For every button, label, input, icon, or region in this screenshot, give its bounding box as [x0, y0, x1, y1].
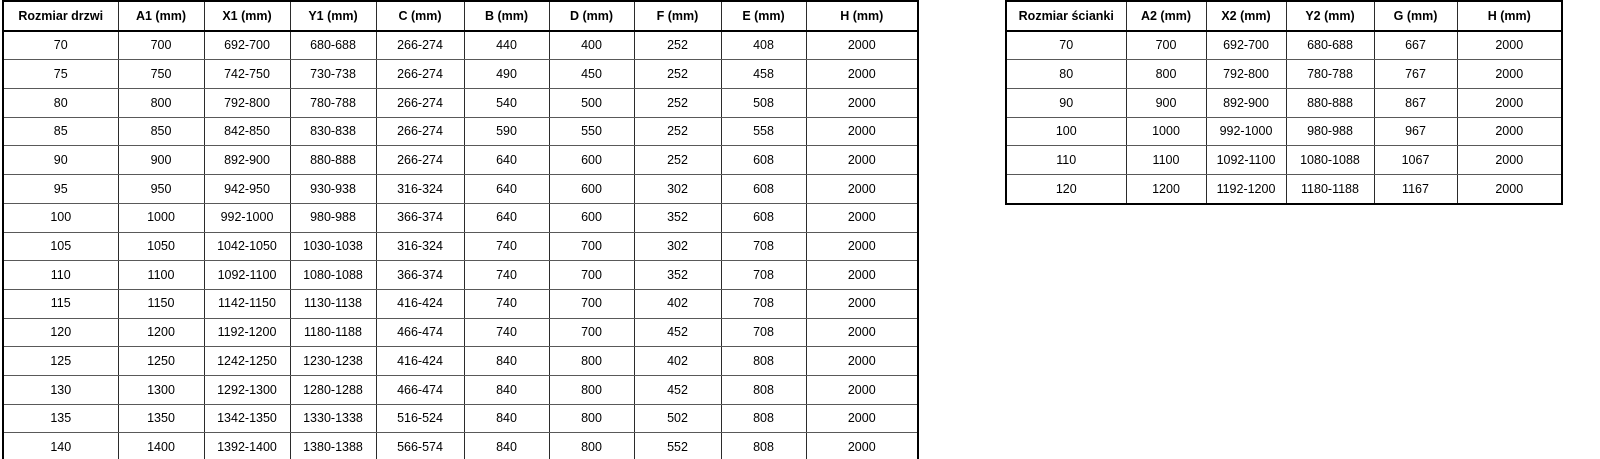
- table-cell: 1350: [118, 404, 204, 433]
- table-cell: 1042-1050: [204, 232, 290, 261]
- table-cell: 800: [1126, 60, 1206, 89]
- table-cell: 840: [464, 433, 549, 459]
- table-cell: 1050: [118, 232, 204, 261]
- table-cell: 2000: [806, 117, 918, 146]
- table-row: [1006, 89, 1562, 118]
- column-header: H (mm): [1457, 1, 1562, 31]
- table-cell: 90: [1006, 89, 1126, 118]
- table-cell: 440: [464, 31, 549, 60]
- table-row: [3, 89, 918, 118]
- table-cell: 980-988: [290, 203, 376, 232]
- table-cell: 942-950: [204, 175, 290, 204]
- table-cell: 930-938: [290, 175, 376, 204]
- table-cell: 366-374: [376, 261, 464, 290]
- table-cell: 1230-1238: [290, 347, 376, 376]
- column-header: Y1 (mm): [290, 1, 376, 31]
- table-cell: 2000: [1457, 31, 1562, 60]
- table-cell: 900: [1126, 89, 1206, 118]
- table-cell: 1130-1138: [290, 289, 376, 318]
- table-cell: 708: [721, 318, 806, 347]
- table-cell: 130: [3, 375, 118, 404]
- table-row: [3, 261, 918, 290]
- table-row: [3, 347, 918, 376]
- table-cell: 600: [549, 175, 634, 204]
- table-cell: 2000: [806, 31, 918, 60]
- table-cell: 452: [634, 318, 721, 347]
- table-row: [1006, 146, 1562, 175]
- table-cell: 402: [634, 289, 721, 318]
- table-row: [1006, 60, 1562, 89]
- table-cell: 416-424: [376, 289, 464, 318]
- table-cell: 742-750: [204, 60, 290, 89]
- table-cell: 120: [3, 318, 118, 347]
- table-cell: 100: [1006, 117, 1126, 146]
- table-row: [3, 318, 918, 347]
- table-cell: 1100: [1126, 146, 1206, 175]
- table-cell: 352: [634, 203, 721, 232]
- table-cell: 552: [634, 433, 721, 459]
- table-cell: 830-838: [290, 117, 376, 146]
- table-cell: 992-1000: [1206, 117, 1286, 146]
- table-cell: 740: [464, 261, 549, 290]
- table-cell: 1380-1388: [290, 433, 376, 459]
- table-cell: 667: [1374, 31, 1457, 60]
- table-cell: 700: [549, 232, 634, 261]
- table-cell: 95: [3, 175, 118, 204]
- table-cell: 1342-1350: [204, 404, 290, 433]
- header-row: [1006, 1, 1562, 31]
- table-cell: 316-324: [376, 175, 464, 204]
- table-cell: 1292-1300: [204, 375, 290, 404]
- column-header: Y2 (mm): [1286, 1, 1374, 31]
- table-cell: 302: [634, 175, 721, 204]
- table-cell: 466-474: [376, 375, 464, 404]
- table-cell: 800: [549, 433, 634, 459]
- table-cell: 2000: [806, 261, 918, 290]
- table-cell: 70: [3, 31, 118, 60]
- table-cell: 135: [3, 404, 118, 433]
- table-cell: 2000: [806, 318, 918, 347]
- table-cell: 302: [634, 232, 721, 261]
- table-row: [3, 146, 918, 175]
- table-cell: 780-788: [1286, 60, 1374, 89]
- table-row: [3, 289, 918, 318]
- table-cell: 140: [3, 433, 118, 459]
- table-cell: 110: [1006, 146, 1126, 175]
- table-cell: 85: [3, 117, 118, 146]
- table-cell: 252: [634, 146, 721, 175]
- table-row: [1006, 175, 1562, 204]
- table-cell: 80: [1006, 60, 1126, 89]
- table-cell: 266-274: [376, 60, 464, 89]
- column-header: C (mm): [376, 1, 464, 31]
- table-cell: 590: [464, 117, 549, 146]
- table-row: [3, 375, 918, 404]
- table-cell: 266-274: [376, 31, 464, 60]
- column-header: X2 (mm): [1206, 1, 1286, 31]
- table-row: [3, 60, 918, 89]
- table-cell: 1080-1088: [1286, 146, 1374, 175]
- table-cell: 402: [634, 347, 721, 376]
- table-cell: 120: [1006, 175, 1126, 204]
- table-cell: 808: [721, 433, 806, 459]
- table-cell: 780-788: [290, 89, 376, 118]
- table-row: [1006, 117, 1562, 146]
- table-cell: 2000: [806, 203, 918, 232]
- table-cell: 1000: [1126, 117, 1206, 146]
- table-cell: 992-1000: [204, 203, 290, 232]
- table-cell: 2000: [1457, 175, 1562, 204]
- table-cell: 608: [721, 203, 806, 232]
- table-row: [3, 433, 918, 459]
- table-cell: 892-900: [204, 146, 290, 175]
- table-cell: 2000: [806, 347, 918, 376]
- table-cell: 880-888: [1286, 89, 1374, 118]
- table-cell: 500: [549, 89, 634, 118]
- table-cell: 808: [721, 404, 806, 433]
- table-cell: 266-274: [376, 89, 464, 118]
- table-cell: 558: [721, 117, 806, 146]
- table-cell: 1000: [118, 203, 204, 232]
- table-cell: 408: [721, 31, 806, 60]
- table-cell: 1080-1088: [290, 261, 376, 290]
- table-cell: 767: [1374, 60, 1457, 89]
- table-row: [3, 232, 918, 261]
- table-cell: 1142-1150: [204, 289, 290, 318]
- table-cell: 840: [464, 404, 549, 433]
- table-cell: 740: [464, 289, 549, 318]
- table-cell: 692-700: [1206, 31, 1286, 60]
- table-cell: 1067: [1374, 146, 1457, 175]
- table-cell: 840: [464, 347, 549, 376]
- table-cell: 1250: [118, 347, 204, 376]
- column-header: H (mm): [806, 1, 918, 31]
- table-cell: 1180-1188: [290, 318, 376, 347]
- table-cell: 252: [634, 89, 721, 118]
- table-cell: 842-850: [204, 117, 290, 146]
- table-cell: 700: [549, 261, 634, 290]
- table-cell: 867: [1374, 89, 1457, 118]
- column-header: Rozmiar drzwi: [3, 1, 118, 31]
- table-cell: 2000: [806, 89, 918, 118]
- table-cell: 2000: [806, 232, 918, 261]
- table-cell: 900: [118, 146, 204, 175]
- table-cell: 1150: [118, 289, 204, 318]
- table-cell: 730-738: [290, 60, 376, 89]
- table-cell: 540: [464, 89, 549, 118]
- table-cell: 1200: [1126, 175, 1206, 204]
- table-cell: 2000: [806, 60, 918, 89]
- table-cell: 316-324: [376, 232, 464, 261]
- table-cell: 1030-1038: [290, 232, 376, 261]
- table-row: [3, 31, 918, 60]
- table-cell: 1300: [118, 375, 204, 404]
- table-cell: 2000: [1457, 146, 1562, 175]
- table-cell: 2000: [1457, 89, 1562, 118]
- table-row: [3, 404, 918, 433]
- table-cell: 708: [721, 261, 806, 290]
- table-cell: 792-800: [1206, 60, 1286, 89]
- table-cell: 1192-1200: [204, 318, 290, 347]
- table-cell: 680-688: [290, 31, 376, 60]
- table-cell: 2000: [806, 375, 918, 404]
- table-cell: 980-988: [1286, 117, 1374, 146]
- table-cell: 90: [3, 146, 118, 175]
- column-header: F (mm): [634, 1, 721, 31]
- table-cell: 1100: [118, 261, 204, 290]
- table-cell: 640: [464, 146, 549, 175]
- table-cell: 600: [549, 146, 634, 175]
- table-cell: 892-900: [1206, 89, 1286, 118]
- table-cell: 416-424: [376, 347, 464, 376]
- column-header: G (mm): [1374, 1, 1457, 31]
- table-cell: 516-524: [376, 404, 464, 433]
- table-cell: 1200: [118, 318, 204, 347]
- table-row: [1006, 31, 1562, 60]
- table-cell: 808: [721, 375, 806, 404]
- table-cell: 1280-1288: [290, 375, 376, 404]
- table-cell: 640: [464, 175, 549, 204]
- table-cell: 110: [3, 261, 118, 290]
- column-header: B (mm): [464, 1, 549, 31]
- door-size-table: [2, 0, 919, 459]
- table-cell: 1392-1400: [204, 433, 290, 459]
- table-cell: 2000: [806, 146, 918, 175]
- table-cell: 450: [549, 60, 634, 89]
- table-cell: 700: [118, 31, 204, 60]
- table-cell: 608: [721, 146, 806, 175]
- table-cell: 550: [549, 117, 634, 146]
- table-cell: 125: [3, 347, 118, 376]
- table-cell: 800: [549, 404, 634, 433]
- table-cell: 490: [464, 60, 549, 89]
- table-row: [3, 203, 918, 232]
- table-cell: 1092-1100: [1206, 146, 1286, 175]
- wall-size-table: [1005, 0, 1563, 205]
- table-cell: 608: [721, 175, 806, 204]
- table-cell: 880-888: [290, 146, 376, 175]
- table-row: [3, 175, 918, 204]
- table-cell: 1092-1100: [204, 261, 290, 290]
- table-cell: 692-700: [204, 31, 290, 60]
- table-cell: 2000: [1457, 60, 1562, 89]
- table-cell: 1167: [1374, 175, 1457, 204]
- table-cell: 2000: [1457, 117, 1562, 146]
- table-cell: 252: [634, 60, 721, 89]
- table-cell: 105: [3, 232, 118, 261]
- table-row: [3, 117, 918, 146]
- door-size-table-container: [2, 0, 917, 459]
- table-cell: 1242-1250: [204, 347, 290, 376]
- header-row: [3, 1, 918, 31]
- table-cell: 950: [118, 175, 204, 204]
- table-cell: 266-274: [376, 146, 464, 175]
- table-cell: 680-688: [1286, 31, 1374, 60]
- table-cell: 2000: [806, 289, 918, 318]
- table-cell: 466-474: [376, 318, 464, 347]
- table-cell: 266-274: [376, 117, 464, 146]
- column-header: Rozmiar ścianki: [1006, 1, 1126, 31]
- table-cell: 640: [464, 203, 549, 232]
- table-cell: 808: [721, 347, 806, 376]
- table-cell: 850: [118, 117, 204, 146]
- table-cell: 700: [549, 289, 634, 318]
- column-header: X1 (mm): [204, 1, 290, 31]
- table-cell: 252: [634, 31, 721, 60]
- table-cell: 70: [1006, 31, 1126, 60]
- table-cell: 366-374: [376, 203, 464, 232]
- table-cell: 115: [3, 289, 118, 318]
- table-cell: 2000: [806, 404, 918, 433]
- column-header: E (mm): [721, 1, 806, 31]
- table-cell: 740: [464, 232, 549, 261]
- table-cell: 1400: [118, 433, 204, 459]
- table-cell: 1192-1200: [1206, 175, 1286, 204]
- table-cell: 352: [634, 261, 721, 290]
- wall-size-table-container: [1005, 0, 1561, 205]
- table-cell: 458: [721, 60, 806, 89]
- table-cell: 566-574: [376, 433, 464, 459]
- table-cell: 252: [634, 117, 721, 146]
- table-cell: 400: [549, 31, 634, 60]
- table-cell: 800: [549, 375, 634, 404]
- table-cell: 502: [634, 404, 721, 433]
- table-cell: 840: [464, 375, 549, 404]
- table-cell: 2000: [806, 433, 918, 459]
- table-cell: 792-800: [204, 89, 290, 118]
- table-cell: 967: [1374, 117, 1457, 146]
- table-cell: 708: [721, 289, 806, 318]
- table-cell: 75: [3, 60, 118, 89]
- table-cell: 100: [3, 203, 118, 232]
- table-cell: 740: [464, 318, 549, 347]
- table-cell: 80: [3, 89, 118, 118]
- table-cell: 750: [118, 60, 204, 89]
- column-header: A2 (mm): [1126, 1, 1206, 31]
- column-header: D (mm): [549, 1, 634, 31]
- table-cell: 708: [721, 232, 806, 261]
- table-cell: 508: [721, 89, 806, 118]
- table-cell: 1180-1188: [1286, 175, 1374, 204]
- table-cell: 700: [549, 318, 634, 347]
- column-header: A1 (mm): [118, 1, 204, 31]
- table-cell: 452: [634, 375, 721, 404]
- table-cell: 800: [118, 89, 204, 118]
- table-cell: 600: [549, 203, 634, 232]
- table-cell: 1330-1338: [290, 404, 376, 433]
- table-cell: 800: [549, 347, 634, 376]
- table-cell: 2000: [806, 175, 918, 204]
- table-cell: 700: [1126, 31, 1206, 60]
